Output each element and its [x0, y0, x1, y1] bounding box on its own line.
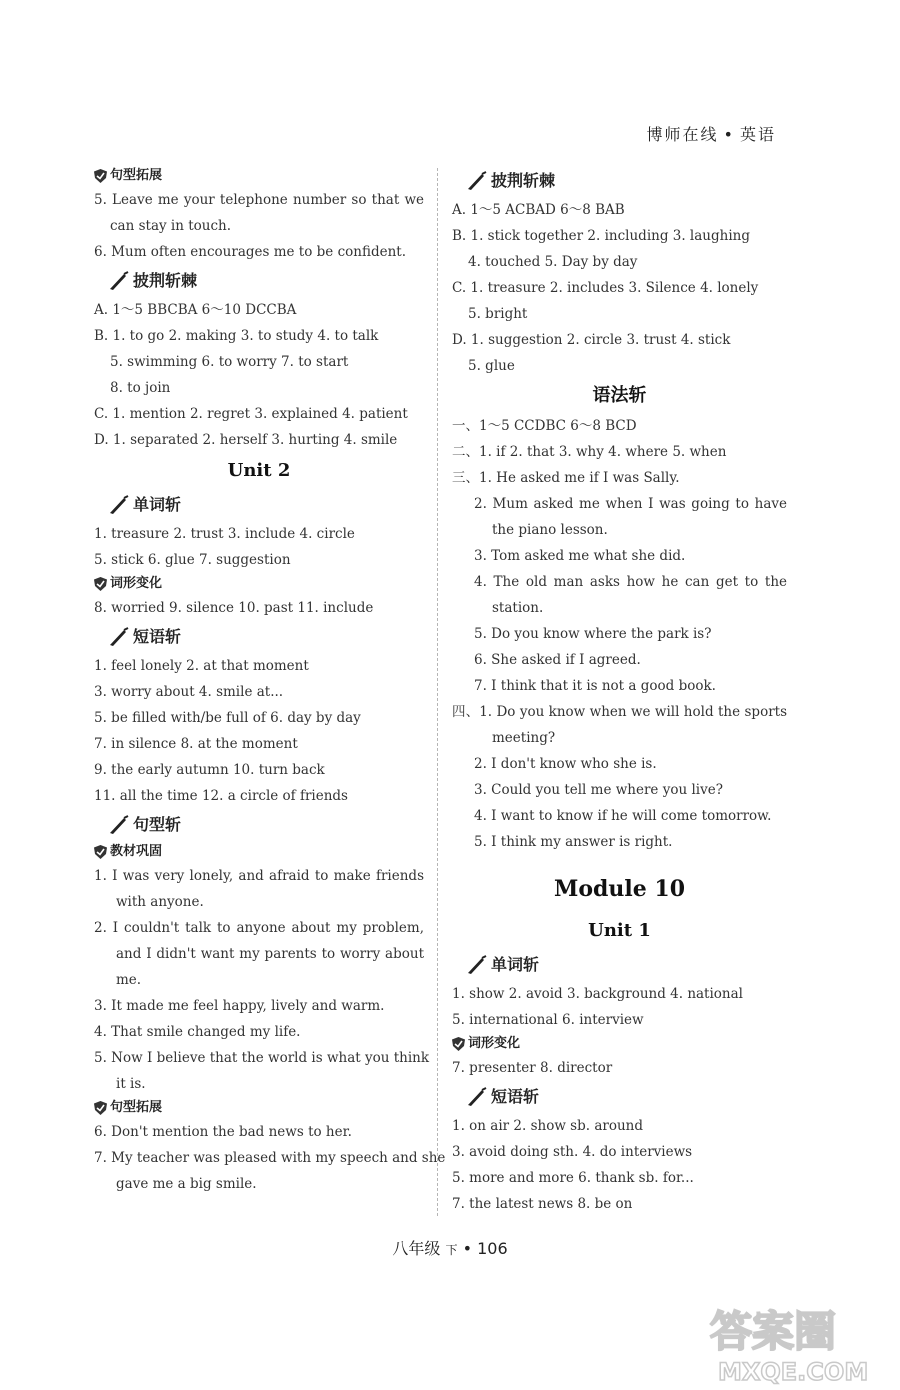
answer-line: and I didn't want my parents to worry about: [116, 946, 424, 962]
page-header: [647, 122, 776, 145]
knife-icon: [466, 1087, 488, 1107]
answer-line: 1. show 2. avoid 3. background 4. national: [452, 986, 743, 1002]
answer-line: 四、1. Do you know when we will hold the sports: [452, 704, 787, 720]
answer-line: C. 1. mention 2. regret 3. explained 4. patient: [94, 406, 408, 422]
header-subject: 英语: [739, 125, 776, 144]
answer-line: meeting?: [492, 730, 556, 746]
answer-line: C. 1. treasure 2. includes 3. Silence 4. lonely: [452, 280, 759, 296]
knife-icon: [466, 171, 488, 191]
tag-label: 词形变化: [110, 576, 163, 591]
answer-line: 5. glue: [468, 358, 515, 374]
unit-title: Unit 1: [588, 920, 651, 941]
header-dot: •: [723, 125, 735, 144]
section-heading: [94, 621, 424, 653]
answer-line: the piano lesson.: [492, 522, 608, 538]
answer-line: 7. My teacher was pleased with my speech and she: [94, 1150, 446, 1166]
footer-page-number: 106: [477, 1239, 508, 1258]
section-heading: [94, 489, 424, 521]
answer-line: 6. She asked if I agreed.: [474, 652, 641, 668]
answer-line: station.: [492, 600, 544, 616]
watermark-logo: [700, 1296, 890, 1386]
answer-line: B. 1. to go 2. making 3. to study 4. to talk: [94, 328, 379, 344]
knife-icon: [108, 495, 130, 515]
answer-line: 7. in silence 8. at the moment: [94, 736, 298, 752]
answer-line: 5. more and more 6. thank sb. for...: [452, 1170, 694, 1186]
answer-line: 1. I was very lonely, and afraid to make friends: [94, 868, 424, 884]
answer-line: 3. avoid doing sth. 4. do interviews: [452, 1144, 693, 1160]
answer-line: 1. on air 2. show sb. around: [452, 1118, 643, 1134]
knife-icon: [108, 627, 130, 647]
footer-dot: •: [462, 1239, 472, 1258]
answer-line: gave me a big smile.: [116, 1176, 257, 1192]
section-tag: [94, 1097, 424, 1119]
section-heading: [94, 265, 424, 297]
watermark-domain: MXQE.COM: [718, 1358, 869, 1386]
left-column: [94, 165, 446, 1197]
answer-line: 5. I think my answer is right.: [474, 834, 673, 850]
answer-line: B. 1. stick together 2. including 3. laughing: [452, 228, 750, 244]
column-divider: [437, 168, 438, 1216]
answer-line: 5. Leave me your telephone number so that we: [94, 192, 424, 208]
grammar-title: 语法斩: [592, 385, 647, 406]
unit-title: Unit 2: [227, 460, 291, 481]
answer-line: 2. I couldn't talk to anyone about my problem,: [94, 920, 424, 936]
answer-line: 11. all the time 12. a circle of friends: [94, 788, 348, 804]
answer-line: 8. to join: [110, 380, 171, 396]
answer-line: 3. Could you tell me where you live?: [474, 782, 723, 798]
section-heading-label: 短语斩: [133, 627, 182, 646]
answer-line: 1. treasure 2. trust 3. include 4. circle: [94, 526, 355, 542]
page-footer: [0, 1236, 900, 1259]
answer-line: D. 1. separated 2. herself 3. hurting 4. smile: [94, 432, 398, 448]
section-heading-label: 句型斩: [133, 815, 182, 834]
tag-label: 句型拓展: [110, 168, 163, 183]
section-heading-label: 短语斩: [491, 1087, 540, 1106]
answer-line: 3. Tom asked me what she did.: [474, 548, 686, 564]
answer-line: 5. be filled with/be full of 6. day by day: [94, 710, 361, 726]
footer-grade: 八年级: [392, 1239, 441, 1258]
section-heading-label: 单词斩: [133, 495, 182, 514]
answer-line: 2. Mum asked me when I was going to have: [474, 496, 787, 512]
section-heading-label: 披荆斩棘: [133, 271, 198, 290]
watermark-brand: 答案圈: [710, 1307, 837, 1356]
section-tag: [94, 165, 424, 187]
answer-line: with anyone.: [116, 894, 204, 910]
answer-line: 5. Do you know where the park is?: [474, 626, 712, 642]
section-heading: [452, 949, 787, 981]
section-tag: [94, 573, 424, 595]
answer-line: 三、1. He asked me if I was Sally.: [452, 470, 680, 486]
shield-icon: [94, 1101, 107, 1115]
tag-label: 教材巩固: [110, 844, 163, 859]
answer-line: D. 1. suggestion 2. circle 3. trust 4. stick: [452, 332, 731, 348]
answer-line: 4. That smile changed my life.: [94, 1024, 301, 1040]
knife-icon: [108, 271, 130, 291]
module-title: Module 10: [553, 876, 686, 902]
answer-line: 6. Mum often encourages me to be confident.: [94, 244, 407, 260]
section-heading: [94, 809, 424, 841]
shield-icon: [94, 169, 107, 183]
answer-line: 4. touched 5. Day by day: [468, 254, 638, 270]
answer-line: A. 1～5 BBCBA 6～10 DCCBA: [94, 302, 297, 318]
answer-line: 5. international 6. interview: [452, 1012, 644, 1028]
answer-line: 5. stick 6. glue 7. suggestion: [94, 552, 291, 568]
section-heading: [452, 1081, 787, 1113]
answer-line: 5. Now I believe that the world is what you think: [94, 1050, 430, 1066]
answer-line: me.: [116, 972, 142, 988]
answer-line: 7. presenter 8. director: [452, 1060, 613, 1076]
header-brand: 博师在线: [646, 125, 719, 144]
answer-line: 4. The old man asks how he can get to the: [474, 574, 787, 590]
answer-line: 8. worried 9. silence 10. past 11. include: [94, 600, 374, 616]
answer-line: 7. I think that it is not a good book.: [474, 678, 716, 694]
answer-line: 一、1～5 CCDBC 6～8 BCD: [452, 418, 637, 434]
answer-line: 6. Don't mention the bad news to her.: [94, 1124, 352, 1140]
answer-line: 3. It made me feel happy, lively and warm.: [94, 998, 385, 1014]
knife-icon: [108, 815, 130, 835]
footer-term: 下: [445, 1243, 458, 1257]
answer-line: 1. feel lonely 2. at that moment: [94, 658, 309, 674]
answer-line: 4. I want to know if he will come tomorrow.: [474, 808, 772, 824]
tag-label: 句型拓展: [110, 1100, 163, 1115]
right-column: [452, 165, 787, 1217]
section-heading-label: 单词斩: [491, 955, 540, 974]
answer-line: can stay in touch.: [110, 218, 232, 234]
answer-line: 5. swimming 6. to worry 7. to start: [110, 354, 349, 370]
shield-icon: [94, 577, 107, 591]
tag-label: 词形变化: [468, 1036, 521, 1051]
answer-line: 3. worry about 4. smile at...: [94, 684, 284, 700]
section-heading: [452, 165, 787, 197]
answer-line: it is.: [116, 1076, 146, 1092]
section-heading-label: 披荆斩棘: [491, 171, 556, 190]
shield-icon: [452, 1037, 465, 1051]
answer-line: 二、1. if 2. that 3. why 4. where 5. when: [452, 444, 727, 460]
answer-line: 5. bright: [468, 306, 528, 322]
answer-line: A. 1～5 ACBAD 6～8 BAB: [452, 202, 625, 218]
answer-line: 2. I don't know who she is.: [474, 756, 657, 772]
knife-icon: [466, 955, 488, 975]
shield-icon: [94, 845, 107, 859]
section-tag: [94, 841, 424, 863]
answer-line: 7. the latest news 8. be on: [452, 1196, 633, 1212]
answer-line: 9. the early autumn 10. turn back: [94, 762, 325, 778]
section-tag: [452, 1033, 787, 1055]
